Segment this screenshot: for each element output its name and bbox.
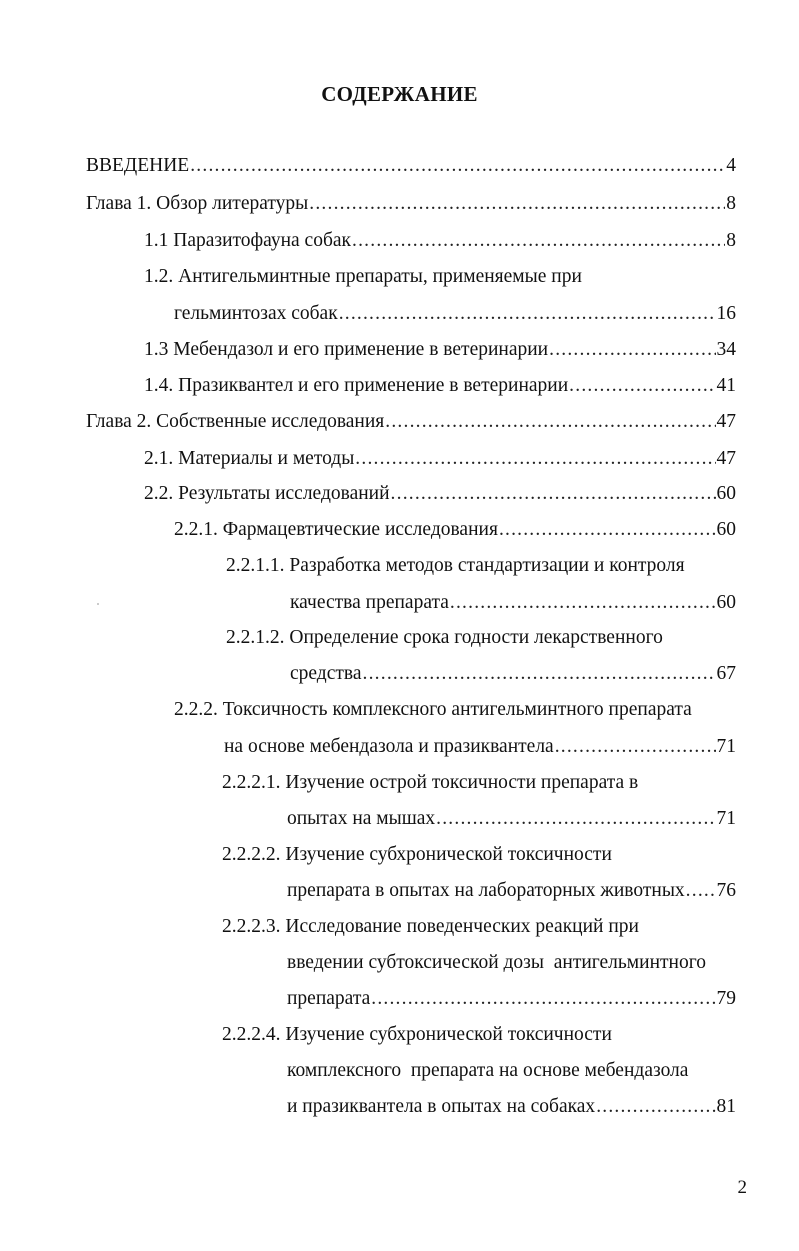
toc-entry-2-2-2-3-line-3	[287, 986, 736, 1012]
toc-leader-dots	[352, 228, 725, 254]
toc-entry-page: 8	[726, 193, 736, 214]
scan-speck	[97, 603, 99, 605]
toc-entry-text: 2.2. Результаты исследований	[144, 483, 390, 504]
toc-entry-page: 60	[716, 592, 736, 613]
toc-entry-2-2	[144, 481, 736, 507]
toc-entry-chapter-2	[86, 409, 736, 435]
toc-entry-2-2-2-4-line-3	[287, 1094, 736, 1120]
toc-entry-text: 2.2.2.4. Изучение субхронической токсичности	[222, 1024, 612, 1045]
toc-entry-text: комплексного препарата на основе мебендазола	[287, 1060, 689, 1081]
toc-entry-text: 2.2.1.1. Разработка методов стандартизации и контроля	[226, 555, 685, 576]
toc-entry-2-2-1-1-line-2	[290, 590, 736, 616]
toc-leader-dots	[309, 191, 725, 217]
toc-leader-dots	[686, 878, 716, 904]
toc-entry-2-1	[144, 446, 736, 472]
toc-entry-page: 4	[726, 155, 736, 176]
page-title: СОДЕРЖАНИЕ	[321, 82, 478, 106]
toc-entry-2-2-2-4-line-1	[222, 1022, 736, 1048]
toc-entry-text: Глава 1. Обзор литературы	[86, 193, 309, 214]
toc-entry-text: качества препарата	[290, 592, 449, 613]
toc-entry-text: гельминтозах собак	[174, 303, 338, 324]
toc-leader-dots	[339, 301, 716, 327]
toc-entry-text: 2.1. Материалы и методы	[144, 448, 355, 469]
toc-entry-page: 34	[716, 339, 736, 360]
toc-entry-text: 1.3 Мебендазол и его применение в ветеринарии	[144, 339, 549, 360]
toc-entry-2-2-1-1-line-1	[226, 553, 736, 579]
toc-entry-page: 71	[716, 736, 736, 757]
toc-entry-page: 16	[716, 303, 736, 324]
toc-entry-2-2-2-4-line-2	[287, 1058, 736, 1084]
toc-leader-dots	[190, 153, 725, 179]
toc-entry-page: 47	[716, 448, 736, 469]
toc-entry-text: препарата в опытах на лабораторных животных	[287, 880, 685, 901]
toc-entry-text: 2.2.2.3. Исследование поведенческих реакций при	[222, 916, 639, 937]
toc-entry-2-2-2-2-line-2	[287, 878, 736, 904]
toc-leader-dots	[385, 409, 715, 435]
toc-entry-page: 47	[716, 411, 736, 432]
toc-entry-1-2-line-2	[174, 301, 736, 327]
toc-entry-1-1	[144, 228, 736, 254]
toc-entry-text: препарата	[287, 988, 371, 1009]
toc-leader-dots	[363, 661, 716, 687]
toc-leader-dots	[499, 517, 716, 543]
toc-entry-text: Глава 2. Собственные исследования	[86, 411, 385, 432]
toc-entry-1-3	[144, 337, 736, 363]
toc-entry-2-2-2-3-line-1	[222, 914, 736, 940]
toc-entry-page: 79	[716, 988, 736, 1009]
toc-entry-text: на основе мебендазола и празиквантела	[224, 736, 554, 757]
toc-leader-dots	[391, 481, 716, 507]
toc-entry-page: 81	[716, 1096, 736, 1117]
toc-entry-text: 1.1 Паразитофауна собак	[144, 230, 352, 251]
toc-entry-2-2-1	[174, 517, 736, 543]
toc-entry-text: 2.2.1. Фармацевтические исследования	[174, 519, 498, 540]
page-number: 2	[737, 1177, 747, 1198]
toc-leader-dots	[450, 590, 716, 616]
toc-entry-text: 2.2.2.2. Изучение субхронической токсичности	[222, 844, 612, 865]
toc-leader-dots	[596, 1094, 715, 1120]
toc-entry-page: 60	[716, 519, 736, 540]
toc-entry-1-2-line-1	[144, 264, 736, 290]
toc-entry-page: 71	[716, 808, 736, 829]
toc-entry-2-2-2-line-2	[224, 734, 736, 760]
toc-entry-page: 41	[716, 375, 736, 396]
toc-entry-2-2-2-1-line-2	[287, 806, 736, 832]
toc-entry-2-2-1-2-line-1	[226, 625, 736, 651]
toc-entry-page: 60	[716, 483, 736, 504]
toc-entry-text: 1.2. Антигельминтные препараты, применяемые при	[144, 266, 582, 287]
toc-entry-text: ВВЕДЕНИЕ	[86, 155, 190, 176]
toc-leader-dots	[549, 337, 715, 363]
toc-entry-introduction	[86, 153, 736, 179]
toc-entry-text: 2.2.2.1. Изучение острой токсичности препарата в	[222, 772, 639, 793]
toc-entry-page: 67	[716, 663, 736, 684]
toc-entry-text: 2.2.1.2. Определение срока годности лекарственного	[226, 627, 663, 648]
toc-entry-page: 8	[726, 230, 736, 251]
toc-leader-dots	[569, 373, 715, 399]
toc-leader-dots	[436, 806, 715, 832]
toc-entry-2-2-2-2-line-1	[222, 842, 736, 868]
toc-leader-dots	[555, 734, 716, 760]
toc-entry-text: 1.4. Празиквантел и его применение в ветеринарии	[144, 375, 569, 396]
toc-entry-1-4	[144, 373, 736, 399]
toc-leader-dots	[371, 986, 715, 1012]
toc-entry-2-2-2-line-1	[174, 697, 736, 723]
toc-entry-2-2-2-1-line-1	[222, 770, 736, 796]
toc-entry-text: 2.2.2. Токсичность комплексного антигельминтного препарата	[174, 699, 692, 720]
toc-entry-text: введении субтоксической дозы антигельминтного	[287, 952, 706, 973]
toc-entry-chapter-1	[86, 191, 736, 217]
toc-entry-page: 76	[716, 880, 736, 901]
toc-entry-text: опытах на мышах	[287, 808, 436, 829]
toc-entry-text: средства	[290, 663, 362, 684]
toc-entry-text: и празиквантела в опытах на собаках	[287, 1096, 596, 1117]
toc-entry-2-2-2-3-line-2	[287, 950, 736, 976]
toc-leader-dots	[355, 446, 715, 472]
toc-entry-2-2-1-2-line-2	[290, 661, 736, 687]
